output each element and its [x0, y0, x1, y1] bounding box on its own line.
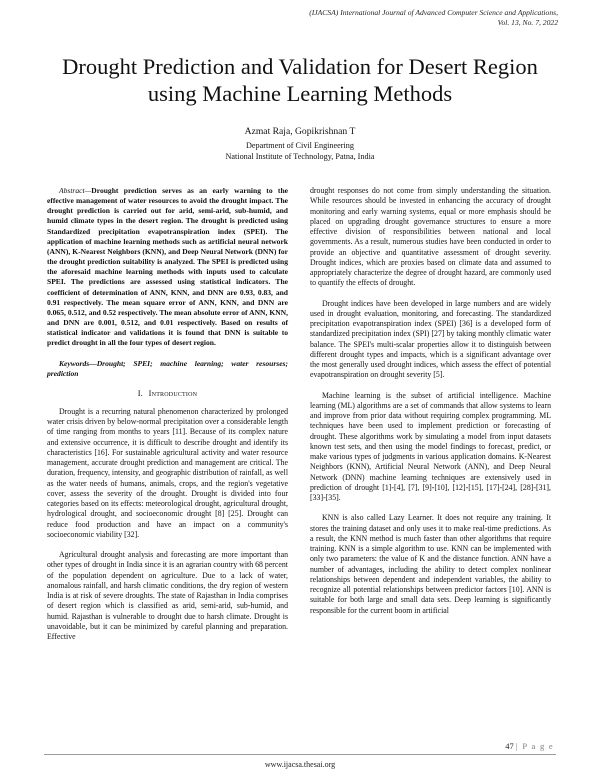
- body-paragraph: drought responses do not come from simply understanding the situation. While resources should be invested in enhancing the accuracy of drought monitoring and early warning systems, equal or more emphasis should be placed on upgrading drought governance structures to ensure a more effective division of responsibilities between national and local governments. As a result, numerous studies have been conducted in order to provide an objective and quantitative assessment of drought severity. Drought indices, which are proxies based on climate data and assumed to appropriately characterize the degree of drought hazard, are commonly used to quantify the effects of drought.: [310, 186, 551, 288]
- paper-title: [30, 53, 570, 107]
- body-paragraph: Drought indices have been developed in large numbers and are widely used in drought evaluation, monitoring, and forecasting. The standardized precipitation evapotranspiration index (SPEI) [36] is a developed form of standardized precipitation index (SPI) [27] by taking monthly climatic water balance. The SPEI's multi-scalar properties allow it to distinguish between different drought types and impacts, which is a significant advantage over the most generally used drought indices, which assess the effect of potential evapotranspiration on drought severity [5].: [310, 298, 551, 380]
- body-paragraph: Drought is a recurring natural phenomenon characterized by prolonged water crisis driven by below-normal precipitation over a considerable length of time ranging from months to years [11]. Because of its complex nature and extensive occurrence, it is difficult to describe drought and identify its characteristics [16]. For sustainable agricultural activity and water resource management, accurate drought prediction and management are critical. The duration, frequency, intensity, and geographic distribution of rainfall, as well as the water needs of humans, animals, crops, and the region's vegetative cover, assess the severity of the drought. Drought is divided into four categories based on its effects: meteorological drought, agricultural drought, hydrological drought, and socioeconomic drought [8] [25]. Drought can reduce food production and have an impact on a community's socioeconomic viability [32].: [47, 406, 288, 539]
- footer-divider: [44, 754, 556, 755]
- title-line-2: using Machine Learning Methods: [147, 81, 453, 106]
- abstract-text: Drought prediction serves as an early warning to the effective management of water resources to avoid the drought impact. The drought prediction is carried out for arid, semi-arid, sub-humid, and humid climate types in the desert region. The drought is predicted using Standardized precipitation evapotranspiration index (SPEI). The application of machine learning methods such as artificial neural network (ANN), K-Nearest Neighbors (KNN), and Deep Neural Network (DNN) for the drought prediction suitability is analyzed. The SPEI is predicted using the aforesaid machine learning methods with inputs used to calculate SPEI. The predictions are assessed using statistical indicators. The coefficient of determination of ANN, KNN, and DNN are 0.93, 0.83, and 0.91 respectively. The mean square error of ANN, KNN, and DNN are 0.065, 0.512, and 0.52 respectively. The mean absolute error of ANN, KNN, and DNN are 0.001, 0.512, and 0.01 respectively. Based on results of statistical indicator and validations it is found that DNN is suitable to predict drought in all the four types of desert region.: [47, 186, 288, 348]
- page-number: [505, 741, 554, 751]
- journal-volume: Vol. 13, No. 7, 2022: [497, 18, 558, 27]
- page-label: | P a g e: [515, 741, 554, 751]
- affiliation: [100, 140, 500, 162]
- institute: National Institute of Technology, Patna, India: [225, 152, 375, 161]
- journal-url: www.ijacsa.thesai.org: [264, 760, 336, 769]
- abstract: [47, 186, 288, 349]
- body-paragraph: Agricultural drought analysis and forecasting are more important than other types of drought in India since it is an agrarian country with 68 percent of the population dependent on agriculture. Due to a lack of water, anomalous rainfall, and harsh climatic conditions, the dry region of western India is at risk of severe droughts. The state of Rajasthan in India comprises of desert region which is classified as arid, semi-arid, sub-humid, and humid. Rajasthan is vulnerable to drought due to harsh climate. Drought is unavoidable, but it can be minimized by careful planning and preparation. Effective: [47, 550, 288, 642]
- authors: Azmat Raja, Gopikrishnan T: [244, 126, 356, 137]
- left-column: [47, 186, 288, 642]
- section-number: I.: [137, 388, 143, 398]
- department: Department of Civil Engineering: [245, 141, 354, 150]
- keywords: Keywords—Drought; SPEI; machine learning; water resourses; prediction: [47, 358, 288, 378]
- body-paragraph: KNN is also called Lazy Learner. It does not require any training. It stores the training dataset and only uses it to make real-time predictions. As a result, the KNN method is much faster than other algorithms that require training. KNN is a simple algorithm to use. KNN can be implemented with only two parameters: the value of K and the distance function. ANN have a number of advantages, including the ability to detect complex nonlinear relationships between dependent and independent variables, the ability to recognize all potential relationships between predictor factors [10]. ANN is suitable for both large and small data sets. Deep learning is significantly responsible for the current boom in artificial: [310, 513, 551, 615]
- running-header: [158, 8, 558, 28]
- title-line-1: Drought Prediction and Validation for Desert Region: [62, 54, 538, 79]
- body-paragraph: Machine learning is the subset of artificial intelligence. Machine learning (ML) algorithms are a set of commands that allow systems to learn and improve from prior data without requiring complex programming. ML techniques have been used to implement prediction or forecasting of drought. These algorithms work by simulating a model from input datasets known test sets, and then using the model findings to forecast, predict, or make various types of judgments in various application domains. K-Nearest Neighbors (KNN), Artificial Neural Network (ANN), and Deep Neural Network (DNN) machine learning techniques are extensively used in prediction of drought [1]-[4], [7], [9]-[10], [12]-[15], [17]-[24], [28]-[31], [33]-[35].: [310, 390, 551, 502]
- right-column: [310, 186, 551, 616]
- abstract-label: Abstract—: [59, 186, 92, 195]
- journal-name: (IJACSA) International Journal of Advanced Computer Science and Applications,: [309, 8, 558, 17]
- section-heading-introduction: [47, 389, 288, 399]
- section-title: Introduction: [148, 388, 198, 398]
- page-number-value: 47: [505, 741, 514, 751]
